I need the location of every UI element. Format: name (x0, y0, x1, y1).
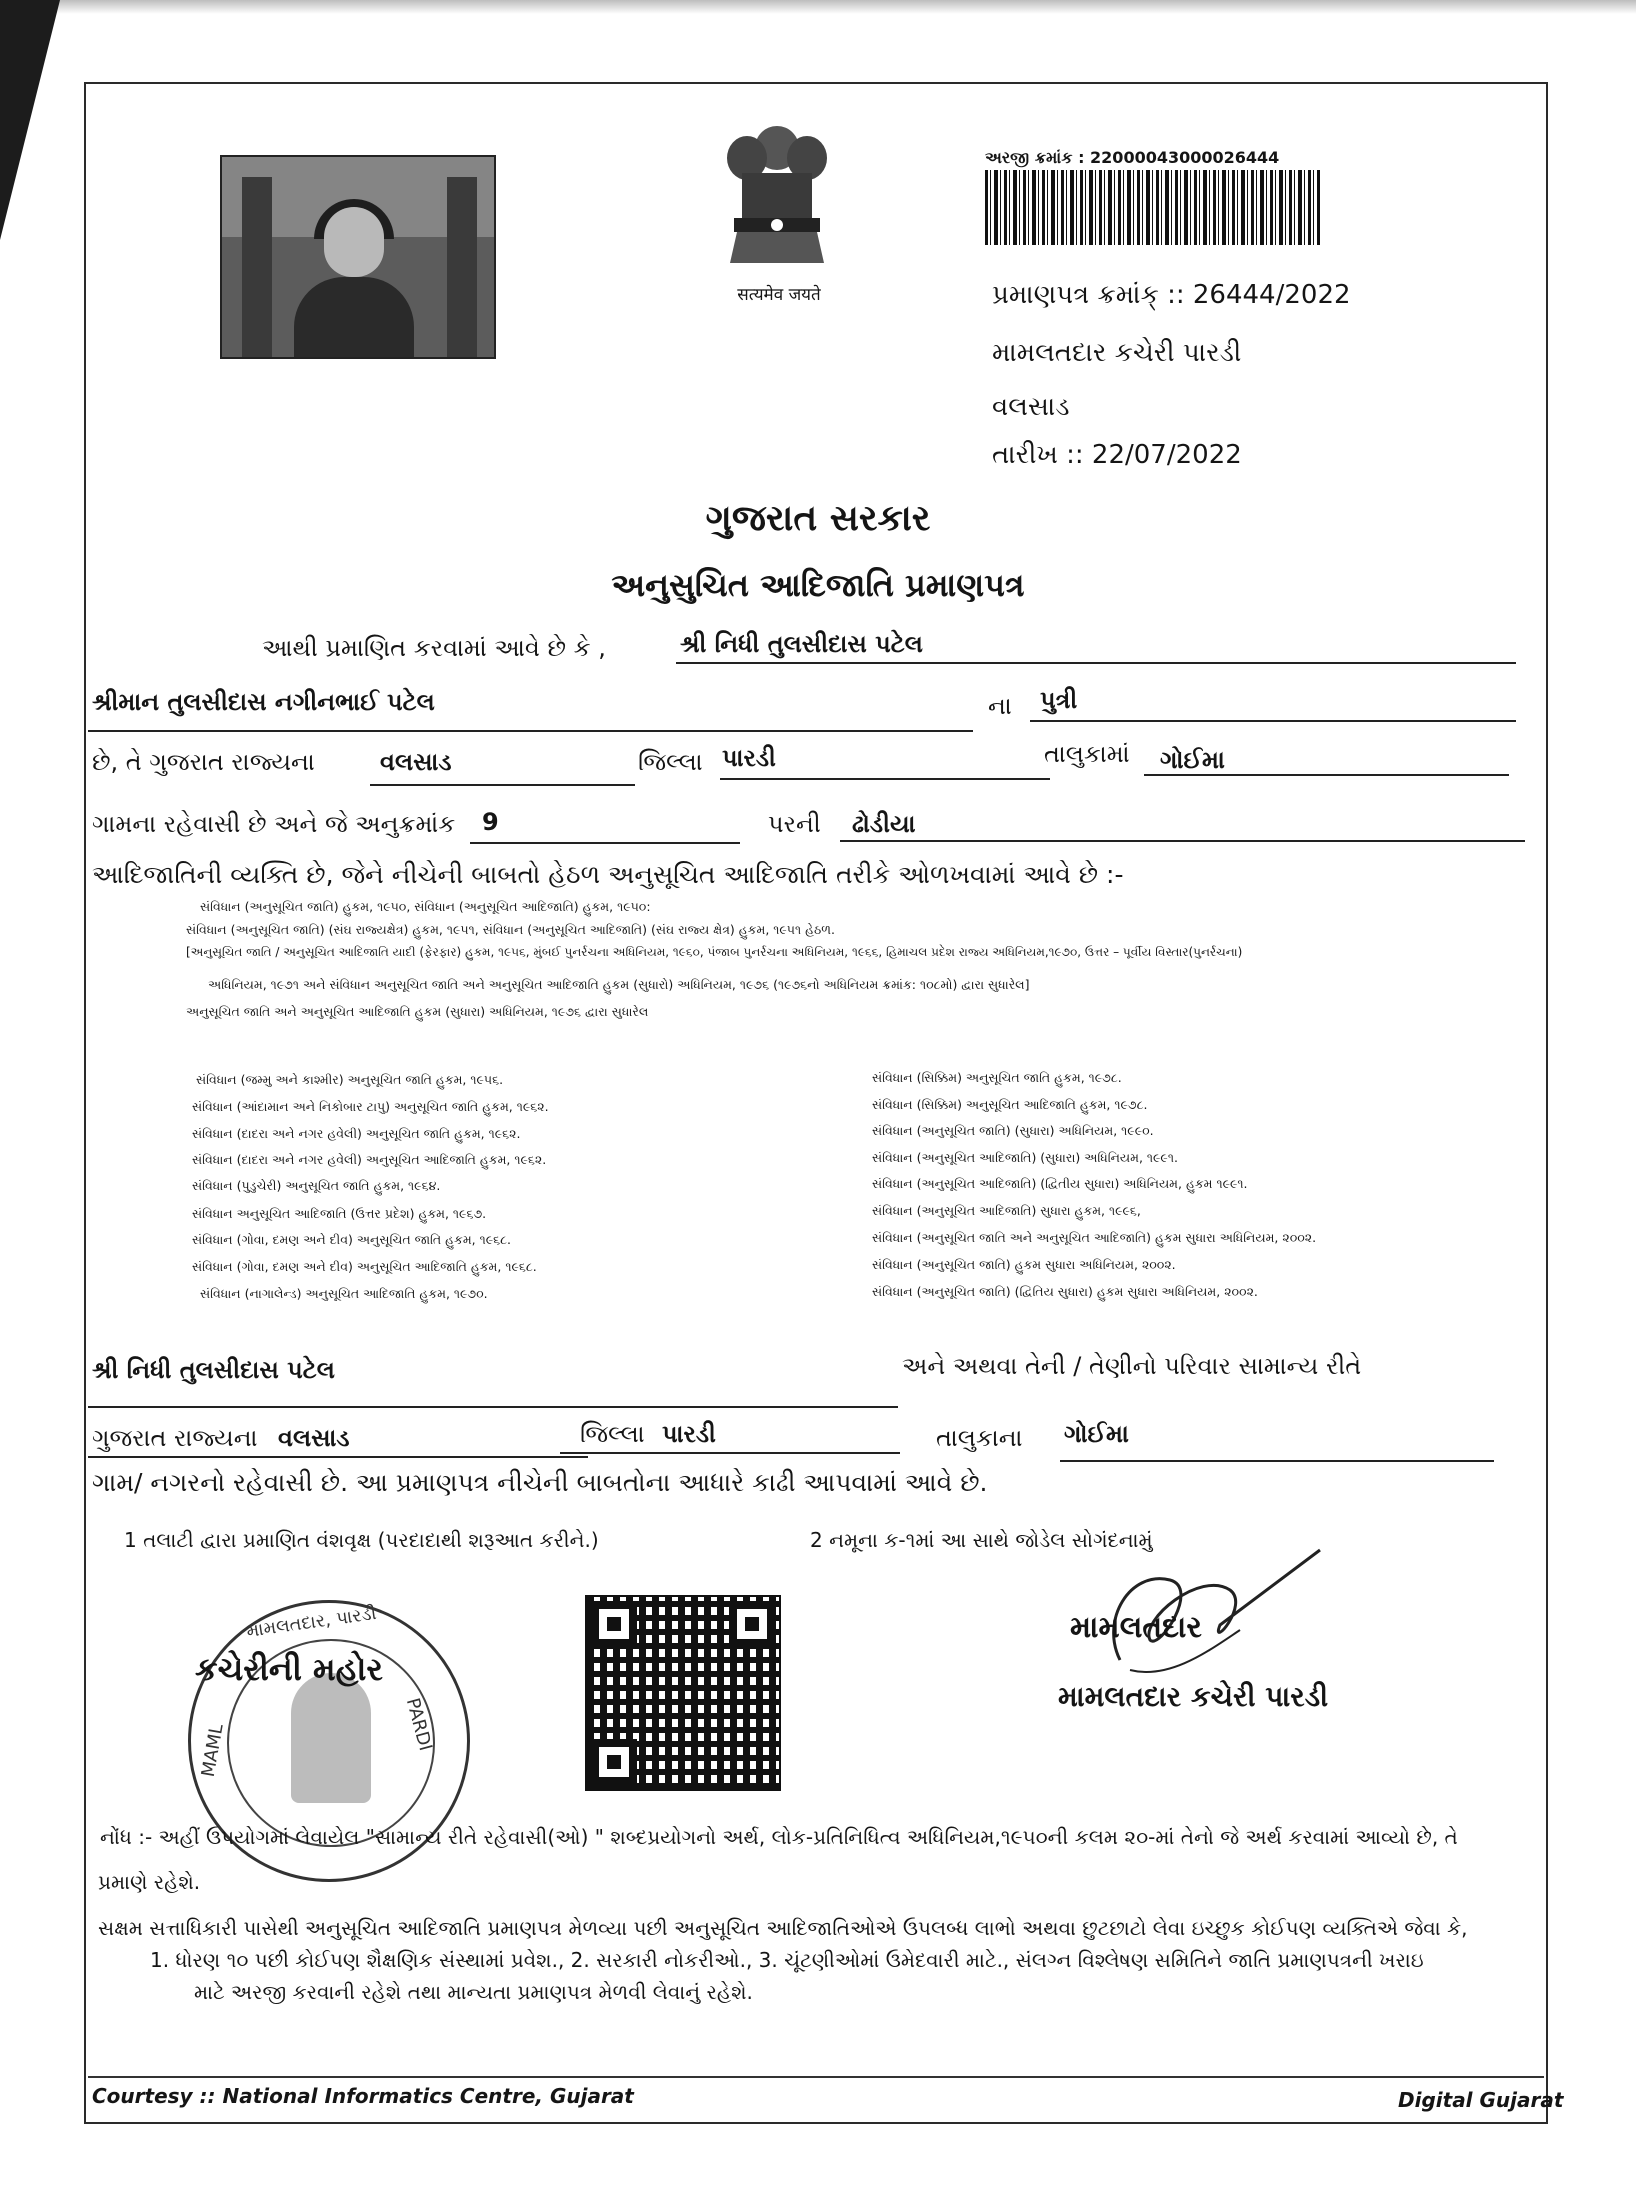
footer-courtesy: Courtesy :: National Informatics Centre, Gujarat (92, 2084, 634, 2108)
note-3: 1. ધોરણ ૧૦ પછી કોઈપણ શૈક્ષણિક સંસ્થામાં પ્રવેશ., 2. સરકારી નોકરીઓ., 3. ચૂંટણીઓમાં ઉમેદવારી માટે., સંલગ્ન વિશ્લેષણ સમિતિને જાતિ પ્રમાણપત્રની ખરાઇ (150, 1948, 1424, 1972)
issuing-office: મામલતદાર કચેરી પારડી (992, 338, 1242, 368)
serial-number: 9 (482, 808, 499, 836)
scan-corner (0, 0, 60, 240)
underline (88, 1406, 898, 1408)
underline (840, 840, 1525, 842)
order-left: સંવિધાન (ગોવા, દમણ અને દીવ) અનુસૂચિત આદિજાતિ હુકમ, ૧૯૬૮. (192, 1259, 537, 1274)
note-1b: પ્રમાણે રહેશે. (98, 1870, 201, 1894)
order-left: સંવિધાન (દાદરા અને નગર હવેલી) અનુસૂચિત જાતિ હુકમ, ૧૯૬૨. (192, 1126, 521, 1141)
order-right: સંવિધાન (અનુસૂચિત આદિજાતિ) સુધારા હુકમ, ૧૯૯૬, (872, 1203, 1141, 1218)
basis-item-2: 2 નમૂના ક-૧માં આ સાથે જોડેલ સોગંદનામું (810, 1528, 1153, 1552)
certificate-number-label: પ્રમાણપત્ર ક્રમાંક્ :: (992, 280, 1185, 310)
certificate-date-row (992, 440, 1242, 471)
order-right: સંવિધાન (અનુસૂચિત જાતિ) (સુધારા) અધિનિયમ, ૧૯૯૦. (872, 1123, 1154, 1138)
issuing-district: વલસાડ (992, 392, 1070, 422)
taluka-2: પારડી (662, 1420, 716, 1448)
order-right: સંવિધાન (સિક્કિમ) અનુસૂચિત જાતિ હુકમ, ૧૯૭૮. (872, 1070, 1122, 1085)
order-right: સંવિધાન (અનુસૂચિત જાતિ અને અનુસૂચિત આદિજાતિ) હુકમ સુધારા અધિનિયમ, ૨૦૦૨. (872, 1230, 1317, 1245)
certify-label: આથી પ્રમાણિત કરવામાં આવે છે કે , (262, 634, 606, 662)
order-left: સંવિધાન અનુસૂચિત આદિજાતિ (ઉત્તર પ્રદેશ) હુકમ, ૧૯૬૭. (192, 1206, 487, 1221)
barcode (985, 170, 1320, 245)
district-label-2: જિલ્લા (580, 1420, 645, 1448)
order-left: સંવિધાન (દાદરા અને નગર હવેલી) અનુસૂચિત આદિજાતિ હુકમ, ૧૯૬૨. (192, 1152, 547, 1167)
order-right: સંવિધાન (અનુસૂચિત આદિજાતિ) (દ્વિતીય સુધારા) અધિનિયમ, હુકમ ૧૯૯૧. (872, 1176, 1248, 1191)
underline (370, 784, 635, 786)
village-2: ગોઈમા (1064, 1420, 1129, 1448)
order-left: સંવિધાન (નાગાલેન્ડ) અનુસૂચિત આદિજાતિ હુકમ, ૧૯૭૦. (200, 1286, 488, 1301)
underline (88, 730, 973, 732)
note-4: માટે અરજી કરવાની રહેશે તથા માન્યતા પ્રમાણપત્ર મેળવી લેવાનું રહેશે. (194, 1980, 753, 2004)
order-left: સંવિધાન (જમ્મુ અને કાશ્મીર) અનુસૂચિત જાતિ હુકમ, ૧૯૫૬. (196, 1072, 504, 1087)
underline (676, 662, 1516, 664)
order-line: [અનુસૂચિત જાતિ / અનુસૂચિત આદિજાતિ યાદી (ફેરફાર) હુકમ, ૧૯૫૬, મુંબઈ પુનર્રચના અધિનિયમ, ૧૯૬૦, પંજાબ પુનર્રચના અધિનિયમ, ૧૯૬૬, હિમાચલ પ્રદેશ રાજ્ય અધિનિયમ,૧૯૭૦, ઉત્તર – પૂર્વીય વિસ્તાર(પુનર્રચના) (186, 945, 1243, 959)
order-right: સંવિધાન (અનુસૂચિત જાતિ) (દ્વિતિય સુધારા) હુકમ સુધારા અધિનિયમ, ૨૦૦૨. (872, 1284, 1258, 1299)
underline (1030, 720, 1516, 722)
government-title: ગુજરાત સરકાર (705, 498, 931, 539)
scan-edge (0, 0, 1636, 14)
order-line: અનુસૂચિત જાતિ અને અનુસૂચિત આદિજાતિ હુકમ (સુધારા) અધિનિયમ, ૧૯૭૬ દ્વારા સુધારેલ (186, 1004, 649, 1019)
certificate-date: 22/07/2022 (1091, 440, 1242, 470)
signatory-office: મામલતદાર કચેરી પારડી (1058, 1680, 1329, 1713)
certificate-number: 26444/2022 (1192, 280, 1351, 310)
order-line: સંવિધાન (અનુસૂચિત જાતિ) (સંઘ રાજ્યક્ષેત્ર) હુકમ, ૧૯૫૧, સંવિધાન (અનુસૂચિત આદિજાતિ) (સંઘ રાજ્ય ક્ષેત્ર) હુકમ, ૧૯૫૧ હેઠળ. (186, 922, 835, 937)
certificate-title: અનુસુચિત આદિજાતિ પ્રમાણપત્ર (611, 566, 1025, 604)
person-name: શ્રી નિધી તુલસીદાસ પટેલ (680, 630, 923, 658)
underline (88, 1456, 588, 1458)
office-seal-label: કચેરીની મહોર (195, 1650, 383, 1688)
person-name-2: શ્રી નિધી તુલસીદાસ પટેલ (92, 1356, 335, 1384)
footer-divider (88, 2076, 1544, 2078)
district: વલસાડ (380, 748, 452, 776)
seal-right-arc: PARDI (401, 1695, 436, 1754)
footer-brand: Digital Gujarat (1398, 2088, 1564, 2112)
state-label-2: ગુજરાત રાજ્યના (92, 1424, 258, 1452)
father-name: શ્રીમાન તુલસીદાસ નગીનભાઈ પટેલ (92, 688, 435, 716)
underline (1060, 1460, 1494, 1462)
district-2: વલસાડ (278, 1424, 350, 1452)
qr-code (585, 1595, 781, 1791)
family-label: અને અથવા તેની / તેણીનો પરિવાર સામાન્ય રીતે (902, 1352, 1362, 1380)
resident-label: ગામના રહેવાસી છે અને જે અનુક્રમાંક (92, 810, 456, 838)
order-line: અધિનિયમ, ૧૯૭૧ અને સંવિધાન અનુસૂચિત જાતિ અને અનુસૂચિત આદિજાતિ હુકમ (સુધારો) અધિનિયમ, ૧૯૭૬ (૧૯૭૬નો અધિનિયમ ક્રમાંક: ૧૦૮મો) દ્વારા સુધારેલ] (208, 977, 1030, 992)
order-left: સંવિધાન (પુડુચેરી) અનુસૂચિત જાતિ હુકમ, ૧૯૬૪. (192, 1178, 441, 1193)
taluka-label-2: તાલુકાના (936, 1424, 1023, 1452)
taluka: પારડી (722, 744, 776, 772)
seal-top-arc: મામલતદાર, પારડી (245, 1602, 378, 1643)
basis-statement: ગામ/ નગરનો રહેવાસી છે. આ પ્રમાણપત્ર નીચેની બાબતોના આધારે કાઢી આપવામાં આવે છે. (92, 1468, 988, 1497)
emblem-motto: सत्यमेव जयते (737, 285, 821, 305)
order-left: સંવિધાન (ગોવા, દમણ અને દીવ) અનુસૂચિત જાતિ હુકમ, ૧૯૬૮. (192, 1232, 511, 1247)
note-2: સક્ષમ સત્તાધિકારી પાસેથી અનુસૂચિત આદિજાતિ પ્રમાણપત્ર મેળવ્યા પછી અનુસૂચિત આદિજાતિઓએ ઉપલબ્ધ લાભો અથવા છુટછાટો લેવા ઇચ્છુક કોઈપણ વ્યક્તિએ જેવા કે, (98, 1916, 1468, 1940)
tribe-statement: આદિજાતિની વ્યક્તિ છે, જેને નીચેની બાબતો હેઠળ અનુસૂચિત આદિજાતિ તરીકે ઓળખવામાં આવે છે :- (92, 860, 1124, 889)
underline (1144, 774, 1509, 776)
taluka-label: તાલુકામાં (1044, 740, 1130, 768)
applicant-photo (220, 155, 496, 359)
state-label: છે, તે ગુજરાત રાજ્યના (92, 748, 315, 776)
order-right: સંવિધાન (અનુસૂચિત જાતિ) હુકમ સુધારા અધિનિયમ, ૨૦૦૨. (872, 1257, 1176, 1272)
tribe-name: ઢોડીયા (852, 810, 916, 838)
relation: પુત્રી (1040, 686, 1078, 714)
district-label: જિલ્લા (638, 748, 703, 776)
signatory-title: મામલતદાર (1070, 1610, 1202, 1645)
note-1: નોંધ :- અહીં ઉપયોગમાં લેવાયેલ "સામાન્ય રીતે રહેવાસી(ઓ) " શબ્દપ્રયોગનો અર્થ, લોક-પ્રતિનિધિત્વ અધિનિયમ,૧૯૫૦ની કલમ ૨૦-માં તેનો જે અર્થ કરવામાં આવ્યો છે, તે (100, 1825, 1458, 1849)
underline (560, 1452, 900, 1454)
upon-label: પરની (768, 810, 821, 838)
underline (720, 778, 1050, 780)
seal-left-arc: MAML (197, 1722, 228, 1779)
basis-item-1: 1 તલાટી દ્વારા પ્રમાણિત વંશવૃક્ષ (પરદાદાથી શરૂઆત કરીને.) (124, 1528, 599, 1552)
certificate-date-label: તારીખ :: (992, 440, 1084, 470)
certificate-number-row (992, 280, 1351, 311)
underline (470, 842, 740, 844)
application-number: અરજી ક્રમાંક : 22000043000026444 (985, 148, 1280, 167)
order-line: સંવિધાન (અનુસૂચિત જાતિ) હુકમ, ૧૯૫૦, સંવિધાન (અનુસૂચિત આદિજાતિ) હુકમ, ૧૯૫૦: (200, 899, 651, 914)
order-left: સંવિધાન (આંદામાન અને નિકોબાર ટાપુ) અનુસૂચિત જાતિ હુકમ, ૧૯૬૨. (192, 1099, 549, 1114)
order-right: સંવિધાન (અનુસૂચિત આદિજાતિ) (સુધારા) અધિનિયમ, ૧૯૯૧. (872, 1150, 1178, 1165)
village: ગોઈમા (1160, 746, 1225, 774)
na-label: ના (988, 692, 1012, 720)
national-emblem-icon (712, 118, 842, 268)
order-right: સંવિધાન (સિક્કિમ) અનુસૂચિત આદિજાતિ હુકમ, ૧૯૭૮. (872, 1097, 1148, 1112)
